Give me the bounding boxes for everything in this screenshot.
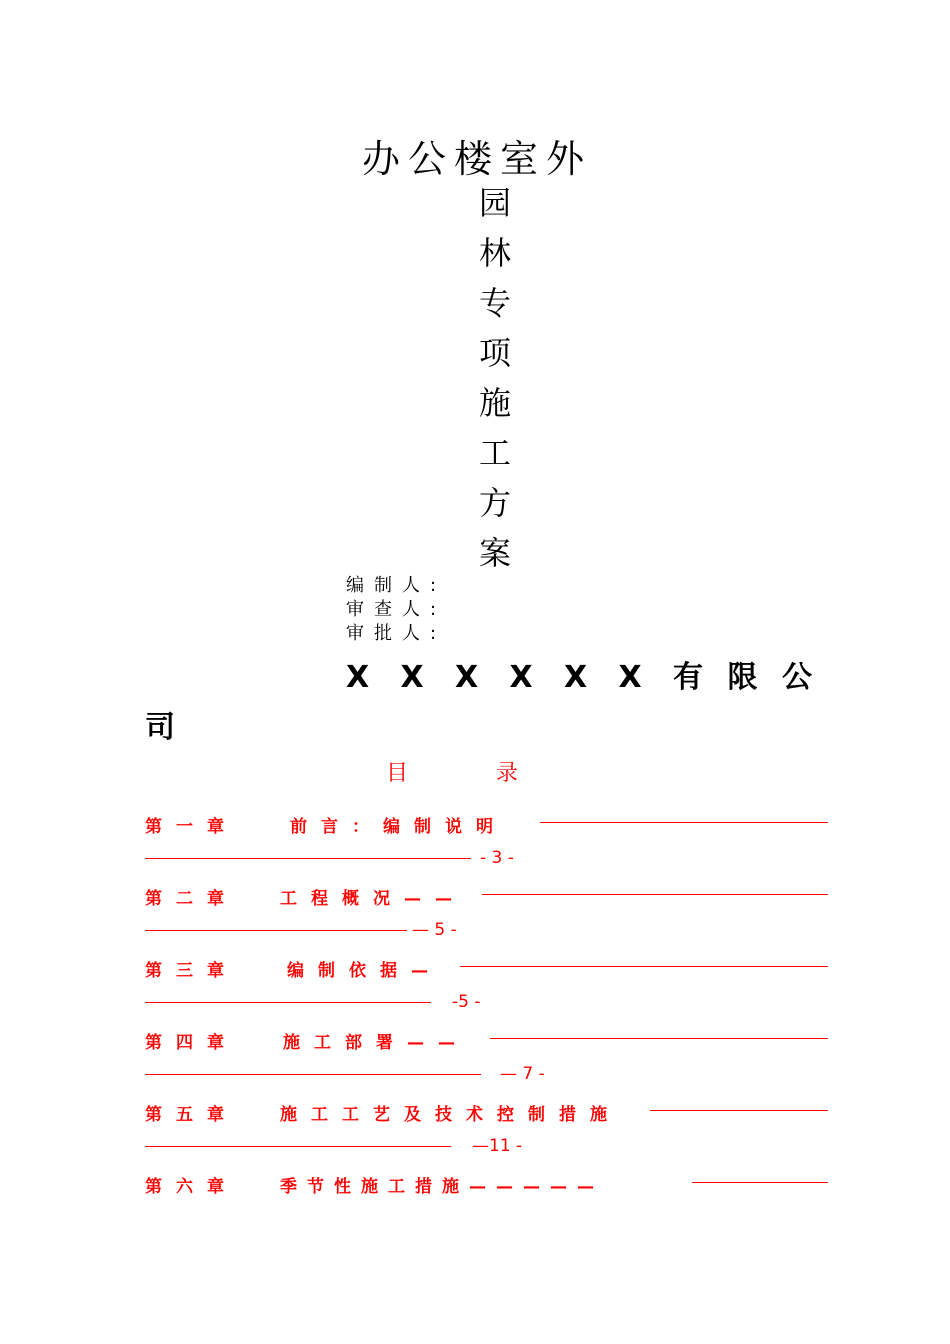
- toc-page-number: — 7 -: [500, 1064, 545, 1084]
- toc-entry-title[interactable]: 施工部署——: [283, 1033, 469, 1053]
- cover-title-line: 办公楼室外: [362, 137, 593, 181]
- company-name: [346, 652, 837, 696]
- toc-leader: [145, 1146, 451, 1147]
- company-char: X: [346, 660, 370, 695]
- toc-leader: [650, 1110, 828, 1111]
- toc-title: [386, 756, 518, 787]
- company-char: X: [400, 660, 424, 695]
- cover-title-char: 工: [479, 434, 512, 472]
- toc-chapter[interactable]: 第二章: [145, 889, 238, 909]
- company-char: X: [564, 660, 588, 695]
- company-char: X: [618, 660, 642, 695]
- toc-title-left: 目: [386, 761, 409, 786]
- toc-entry-title[interactable]: 编制依据—: [287, 961, 442, 981]
- cover-title-char: 林: [479, 234, 512, 272]
- cover-title-char: 方: [479, 484, 512, 522]
- toc-leader: [460, 966, 828, 967]
- signature-approver: 审批人:: [346, 623, 447, 644]
- toc-leader: [145, 858, 471, 859]
- toc-chapter[interactable]: 第四章: [145, 1033, 238, 1053]
- company-char: 限: [727, 660, 758, 695]
- company-char: 公: [782, 660, 812, 695]
- toc-page-number: -5 -: [452, 992, 481, 1012]
- cover-title-char: 施: [479, 384, 512, 422]
- toc-entry-title[interactable]: 工程概况——: [280, 889, 466, 909]
- company-char: X: [509, 660, 533, 695]
- company-char: X: [455, 660, 479, 695]
- toc-page-number: —11 -: [472, 1136, 523, 1156]
- toc-leader: [540, 822, 828, 823]
- company-char: 有: [673, 660, 703, 695]
- company-name-wrap: 司: [145, 710, 175, 745]
- toc-leader: [482, 894, 828, 895]
- toc-page-number: — 5 -: [412, 920, 457, 940]
- toc-leader: [145, 1074, 481, 1075]
- signature-compiler: 编制人:: [346, 575, 447, 596]
- toc-entry-title[interactable]: 前言：编制说明: [290, 817, 507, 837]
- cover-title-char: 园: [479, 184, 512, 222]
- toc-chapter[interactable]: 第三章: [145, 961, 238, 981]
- cover-title-char: 项: [479, 334, 512, 372]
- toc-leader: [145, 1002, 431, 1003]
- toc-chapter[interactable]: 第五章: [145, 1105, 238, 1125]
- toc-chapter[interactable]: 第六章: [145, 1177, 238, 1197]
- toc-entry-title[interactable]: 季节性施工措施—————: [280, 1177, 604, 1197]
- toc-entry-title[interactable]: 施工工艺及技术控制措施: [280, 1105, 621, 1125]
- toc-leader: [145, 930, 407, 931]
- cover-title-char: 案: [479, 534, 512, 572]
- toc-leader: [490, 1038, 828, 1039]
- toc-leader: [692, 1182, 828, 1183]
- cover-title-char: 专: [479, 284, 512, 322]
- toc-page-number: - 3 -: [480, 848, 514, 868]
- toc-title-right: 录: [496, 761, 519, 786]
- signature-reviewer: 审查人:: [346, 599, 447, 620]
- toc-chapter[interactable]: 第一章: [145, 817, 238, 837]
